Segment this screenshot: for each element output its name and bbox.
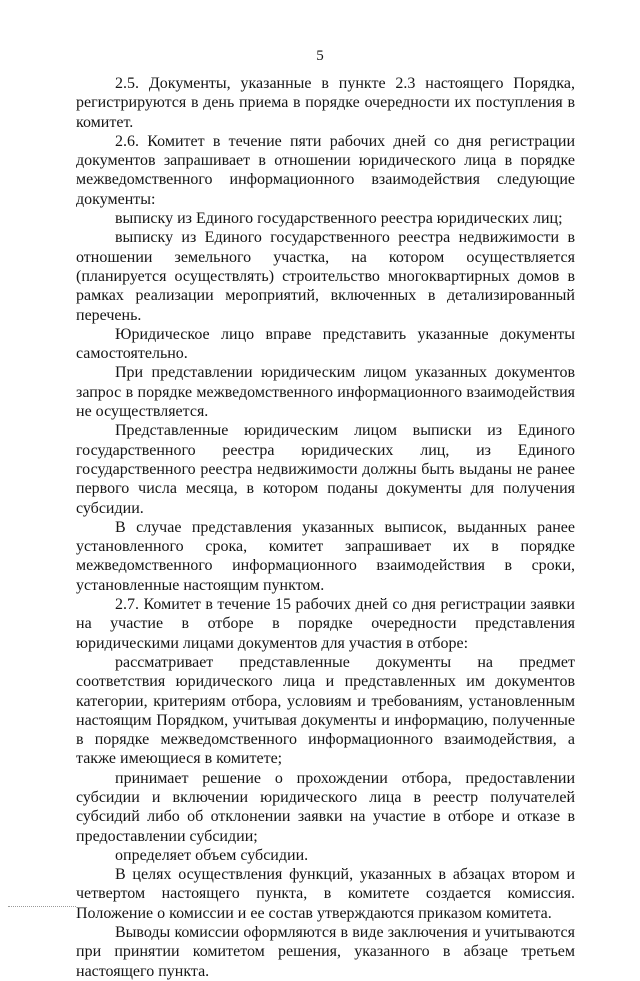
paragraph-early-extracts: В случае представления указанных выписок, выданных ранее установленного срока, комитет запрашивает их в порядке межведомственного информационного взаимодействия в сроки, установленные настоящим пунктом. bbox=[76, 518, 575, 594]
list-item-egrn-extract: выписку из Единого государственного реестра недвижимости в отношении земельного участка, на котором осуществляется (планируется осуществлять) строительство многоквартирных домов в рамках реализации мероприятий, включенных в детализированный перечень. bbox=[76, 229, 575, 324]
list-item-egrul-extract: выписку из Единого государственного реестра юридических лиц; bbox=[115, 210, 563, 228]
list-item-decision: принимает решение о прохождении отбора, предоставлении субсидии и включении юридического лица в реестр получателей субсидий либо об отклонении заявки на участие в отборе и отказе в предоставлении субсидии; bbox=[76, 769, 575, 845]
paragraph-2-7: 2.7. Комитет в течение 15 рабочих дней со дня регистрации заявки на участие в отборе в порядке очередности представления юридическими лицами документов для участия в отборе: bbox=[76, 596, 575, 652]
list-item-subsidy-amount: определяет объем субсидии. bbox=[115, 846, 309, 864]
document-body bbox=[76, 74, 575, 981]
paragraph-self-submission: Юридическое лицо вправе представить указанные документы самостоятельно. bbox=[76, 325, 575, 363]
paragraph-2-5: 2.5. Документы, указанные в пункте 2.3 настоящего Порядка, регистрируются в день приема в порядке очередности их поступления в комитет. bbox=[76, 75, 575, 131]
list-item-review-documents: рассматривает представленные документы на предмет соответствия юридического лица и представленных им документов категории, критериям отбора, условиям и требованиям, установленным настоящим Порядком, учитывая документы и информацию, полученные в порядке межведомственного информационного взаимодействия, а также имеющиеся в комитете; bbox=[76, 653, 575, 768]
paragraph-2-6: 2.6. Комитет в течение пяти рабочих дней со дня регистрации документов запрашивает в отношении юридического лица в порядке межведомственного информационного взаимодействия следующие документы: bbox=[76, 132, 575, 208]
page-number: 5 bbox=[316, 48, 324, 64]
paragraph-no-request: При представлении юридическим лицом указанных документов запрос в порядке межведомственного информационного взаимодействия не осуществляется. bbox=[76, 364, 575, 421]
paragraph-extract-dates: Представленные юридическим лицом выписки из Единого государственного реестра юридических лиц, из Единого государственного реестра недвижимости должны быть выданы не ранее первого числа месяца, в котором поданы документы для получения субсидии. bbox=[76, 422, 575, 517]
paragraph-commission: В целях осуществления функций, указанных в абзацах втором и четвертом настоящего пункта, в комитете создается комиссия. Положение о комиссии и ее состав утверждаются приказом комитета. bbox=[76, 866, 575, 922]
scan-footer-mark bbox=[8, 906, 76, 907]
paragraph-commission-conclusions: Выводы комиссии оформляются в виде заключения и учитываются при принятии комитетом решения, указанного в абзаце третьем настоящего пункта. bbox=[76, 924, 575, 980]
